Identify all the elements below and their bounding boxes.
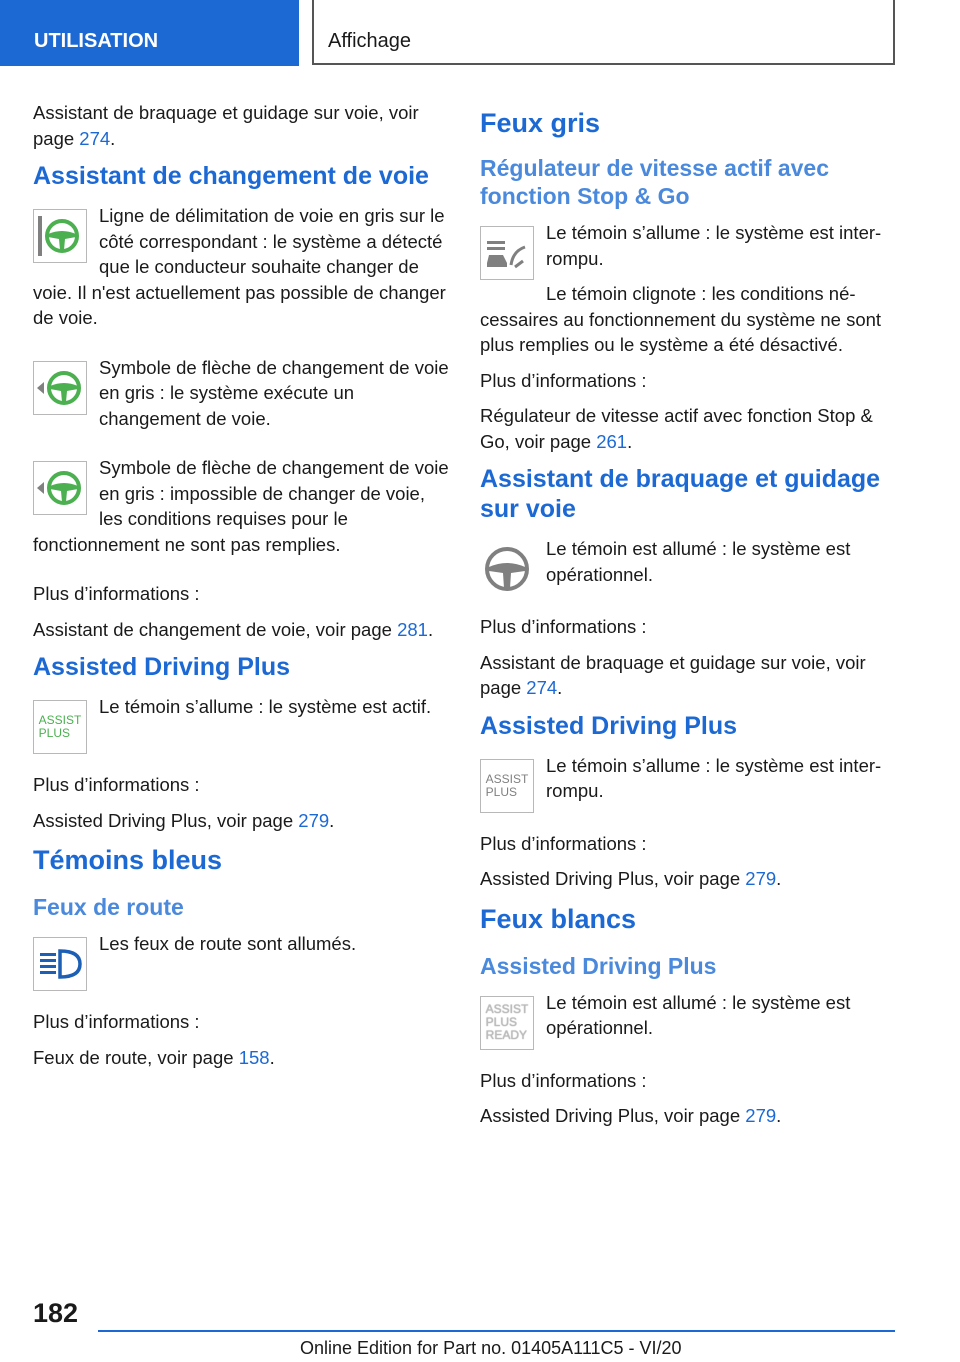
cruise-control-car-icon <box>480 226 534 280</box>
lane-change-entry-1 <box>33 203 449 341</box>
left-column <box>33 100 449 1080</box>
adp-entry <box>33 694 449 758</box>
adp-heading: Assisted Driving Plus <box>33 653 291 681</box>
page-link[interactable]: 279 <box>745 868 777 889</box>
adp-white-entry <box>480 990 896 1054</box>
assist-plus-icon: ASSIST PLUS <box>33 700 87 754</box>
steering-ref: Assistant de braquage et guidage sur voie, voir page 274. <box>480 651 866 698</box>
steering-wheel-arrow-icon <box>33 361 87 415</box>
steering-wheel-lane-line-icon <box>33 209 87 263</box>
section-tab <box>0 0 299 66</box>
page-link[interactable]: 279 <box>298 809 330 831</box>
more-info-label: Plus d’informations : <box>480 1069 647 1091</box>
adp-grey-text: Le témoin s’allume : le système est interrompu. <box>546 754 882 801</box>
steering-heading: Assistant de braquage et guidage sur voie <box>480 465 881 523</box>
more-info-label: Plus d’informations : <box>33 583 200 604</box>
adp-ref: Assisted Driving Plus, voir page 279. <box>33 809 335 831</box>
lane-change-entry-3 <box>33 455 449 567</box>
blue-lights-heading: Témoins bleus <box>33 845 223 875</box>
acc-text-1: Le témoin s’allume : le système est interrompu. <box>546 222 882 269</box>
footer-divider <box>98 1330 895 1332</box>
page-link[interactable]: 158 <box>238 1046 270 1068</box>
high-beam-heading: Feux de route <box>33 894 184 920</box>
assist-plus-grey-icon: ASSIST PLUS <box>480 759 534 813</box>
lane-change-text-2: Symbole de flèche de changement de voie en gris : le système exécute un changement de voie. <box>99 356 449 429</box>
page-number: 182 <box>33 1298 79 1328</box>
more-info-label: Plus d’informations : <box>480 369 647 391</box>
section-title: UTILISATION <box>34 30 159 52</box>
acc-ref: Régulateur de vitesse actif avec fonction Stop & Go, voir page 261. <box>480 405 873 452</box>
adp-white-text: Le témoin est allumé : le système est opérationnel. <box>546 991 851 1038</box>
page-link[interactable]: 274 <box>79 127 111 149</box>
page-link[interactable]: 274 <box>526 677 558 698</box>
steering-wheel-arrow-icon <box>33 461 87 515</box>
page-link[interactable]: 261 <box>596 430 628 452</box>
acc-heading: Régulateur de vitesse actif avec fonction Stop & Go <box>480 155 829 209</box>
high-beam-entry <box>33 931 449 995</box>
lane-change-text-1: Ligne de délimitation de voie en gris sur le côté correspondant : le système a détecté que le conducteur souhaite changer de voie. Il n'est actuellement pas possible de changer de voie. <box>33 205 446 328</box>
lane-change-text-3: Symbole de flèche de changement de voie en gris : impossible de changer de voie, les conditions requises pour le fonctionnement ne sont pas remplies. <box>33 457 449 555</box>
right-column <box>480 100 896 1139</box>
high-beam-ref: Feux de route, voir page 158. <box>33 1046 275 1068</box>
grey-lights-heading: Feux gris <box>480 108 601 138</box>
more-info-label: Plus d’informations : <box>480 616 647 637</box>
lane-change-heading: Assistant de changement de voie <box>33 162 429 190</box>
more-info-label: Plus d’informations : <box>480 832 647 854</box>
adp-white-heading: Assisted Driving Plus <box>480 952 717 979</box>
lane-change-ref: Assistant de changement de voie, voir page 281. <box>33 618 434 640</box>
adp-grey-heading: Assisted Driving Plus <box>480 711 738 740</box>
lane-change-entry-2 <box>33 355 449 442</box>
intro-text: Assistant de braquage et guidage sur voie, voir page 274. <box>33 102 419 149</box>
assist-plus-ready-icon: ASSIST PLUS READY <box>480 996 534 1050</box>
chapter-title: Affichage <box>328 30 412 52</box>
adp-white-ref: Assisted Driving Plus, voir page 279. <box>480 1105 782 1126</box>
steering-text: Le témoin est allumé : le système est opérationnel. <box>546 538 851 585</box>
page-link[interactable]: 279 <box>745 1105 777 1126</box>
more-info-label: Plus d’informations : <box>33 774 200 795</box>
edition-text: Online Edition for Part no. 01405A111C5 - VI/20 <box>300 1338 682 1358</box>
chapter-tab <box>312 0 895 65</box>
more-info-label: Plus d’informations : <box>33 1011 200 1032</box>
page-link[interactable]: 281 <box>397 618 428 640</box>
steering-wheel-icon <box>480 542 534 596</box>
acc-text-2: Le témoin clignote : les conditions nécessaires au fonctionnement du système ne sont plus remplies ou le système a été désactivé. <box>480 283 882 355</box>
acc-entry <box>480 220 896 368</box>
adp-grey-entry <box>480 753 896 817</box>
high-beam-icon <box>33 937 87 991</box>
steering-entry <box>480 536 896 600</box>
high-beam-text: Les feux de route sont allumés. <box>99 933 357 954</box>
adp-text: Le témoin s’allume : le système est actif. <box>99 696 432 717</box>
white-lights-heading: Feux blancs <box>480 903 637 934</box>
adp-grey-ref: Assisted Driving Plus, voir page 279. <box>480 868 782 889</box>
